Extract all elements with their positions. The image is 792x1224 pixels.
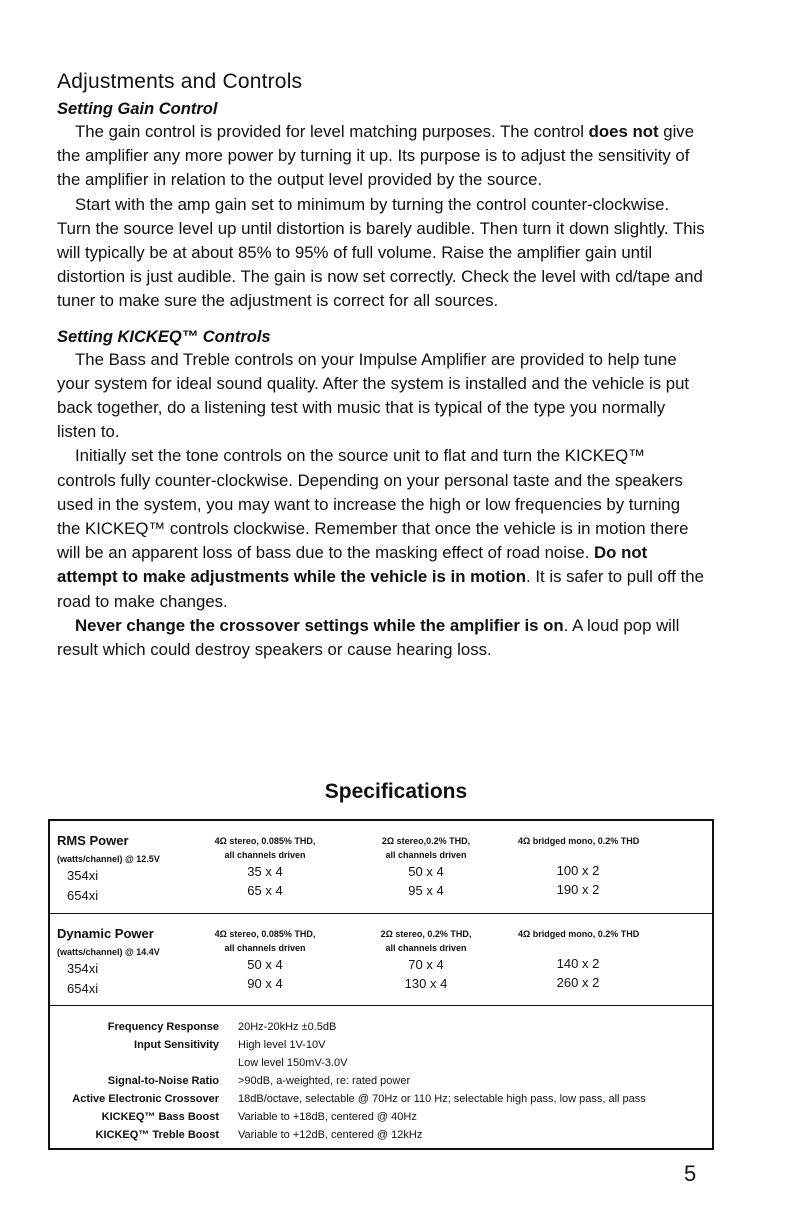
column-header: 2Ω stereo,0.2% THD, — [381, 836, 471, 846]
spec-value: >90dB, a-weighted, re: rated power — [238, 1075, 411, 1087]
spec-label: Signal-to-Noise Ratio — [107, 1075, 219, 1087]
value: 50 x 4 — [247, 957, 283, 972]
rms-power-label: RMS Power — [57, 833, 129, 848]
dynamic-2ohm-column — [366, 929, 486, 993]
kickeq-paragraph-2 — [57, 444, 707, 613]
spec-value: 20Hz-20kHz ±0.5dB — [238, 1021, 337, 1033]
spec-value: High level 1V-10V — [238, 1039, 326, 1051]
spec-label: KICKEQ™ Bass Boost — [101, 1111, 219, 1123]
emphasis: does not — [588, 122, 659, 141]
page-heading: Adjustments and Controls — [57, 70, 303, 93]
spec-label: Input Sensitivity — [134, 1039, 219, 1051]
rms-2ohm-column — [366, 836, 486, 900]
model-354xi: 354xi — [67, 868, 99, 883]
emphasis: Do not attempt to make adjustments while the vehicle is in motion — [57, 543, 648, 587]
main-content — [57, 70, 707, 662]
kickeq-section-title: Setting KICKEQ™ Controls — [57, 327, 271, 346]
column-subheader: all channels driven — [385, 943, 467, 953]
value: 130 x 4 — [404, 976, 448, 991]
spec-value: Variable to +12dB, centered @ 12kHz — [238, 1129, 423, 1141]
specifications-table — [48, 819, 714, 1150]
other-specs-section — [50, 1007, 712, 1150]
text: Initially set the tone controls on the source unit to flat and turn the — [75, 446, 565, 466]
value: 95 x 4 — [408, 883, 444, 898]
dynamic-power-label: Dynamic Power — [57, 926, 154, 941]
gain-section-title: Setting Gain Control — [57, 100, 218, 118]
model-654xi: 654xi — [67, 888, 99, 903]
text: give the amplifier any more power by turning it up. Its purpose is to adjust the sensitivity of the amplifier in relation to the output level provided by the source. — [57, 122, 695, 190]
model-354xi: 354xi — [67, 961, 99, 976]
dynamic-4ohm-column — [200, 929, 330, 993]
kickeq-paragraph-1: The Bass and Treble controls on your Impulse Amplifier are provided to help tune your system for ideal sound quality. After the system is installed and the vehicle is put back together, do a listening test with music that is typical of the type you normally listen to. — [57, 349, 690, 442]
column-header: 4Ω bridged mono, 0.2% THD — [518, 929, 640, 939]
dynamic-power-section — [50, 914, 712, 1006]
rms-power-section — [50, 821, 712, 914]
column-subheader: all channels driven — [385, 850, 467, 860]
value: 260 x 2 — [556, 975, 600, 990]
value: 140 x 2 — [556, 956, 600, 971]
text: KICKEQ™ controls clockwise. Remember that once the vehicle is in motion there will be an apparent loss of bass due to the masking effect of road noise. — [57, 519, 689, 563]
spec-value: 18dB/octave, selectable @ 70Hz or 110 Hz; selectable high pass, low pass, all pass — [238, 1093, 646, 1105]
kickeq-paragraph-3 — [57, 614, 707, 662]
rms-bridged-column — [518, 836, 638, 899]
spec-label: Active Electronic Crossover — [72, 1093, 219, 1105]
column-header: 4Ω bridged mono, 0.2% THD — [518, 836, 640, 846]
text: . A loud pop will result which could destroy speakers or cause hearing loss. — [57, 615, 680, 660]
value: 65 x 4 — [247, 883, 283, 898]
specifications-title: Specifications — [324, 780, 468, 803]
column-subheader: all channels driven — [224, 943, 306, 953]
text: KICKEQ™ controls fully counter-clockwise. Depending on your personal taste and the speakers used in the system, you may want to increase the high or low frequencies by turning the — [57, 446, 683, 539]
gain-paragraph-2: Start with the amp gain set to minimum by turning the control counter-clockwise. Turn the source level up until distortion is barely audible. Then turn it down slightly. This will typically be at about 85% to 95% of full volume. Raise the amplifier gain until distortion is just audible. The gain is now set correctly. Check the level with cd/tape and tuner to make sure the adjustment is correct for all sources. — [57, 194, 705, 311]
value: 190 x 2 — [556, 882, 600, 897]
value: 90 x 4 — [247, 976, 283, 991]
value: 35 x 4 — [247, 864, 283, 879]
model-654xi: 654xi — [67, 981, 99, 996]
spec-value: Low level 150mV-3.0V — [238, 1057, 348, 1069]
column-header: 2Ω stereo, 0.2% THD, — [380, 929, 472, 939]
value: 100 x 2 — [556, 863, 600, 878]
rms-power-sub: (watts/channel) @ 12.5V — [57, 854, 160, 864]
dynamic-power-sub: (watts/channel) @ 14.4V — [57, 947, 160, 957]
text: The gain control is provided for level matching purposes. The control — [75, 122, 589, 141]
column-header: 4Ω stereo, 0.085% THD, — [214, 929, 316, 939]
page-number: 5 — [684, 1161, 697, 1186]
text: . It is safer to pull off the road to make changes. — [57, 567, 704, 611]
dynamic-bridged-column — [518, 929, 638, 992]
rms-4ohm-column — [200, 836, 330, 900]
column-subheader: all channels driven — [224, 850, 306, 860]
gain-paragraph-1 — [57, 120, 707, 193]
value: 70 x 4 — [408, 957, 444, 972]
value: 50 x 4 — [408, 864, 444, 879]
spec-value: Variable to +18dB, centered @ 40Hz — [238, 1111, 417, 1123]
spec-label: KICKEQ™ Treble Boost — [95, 1129, 219, 1141]
spec-label: Frequency Response — [107, 1021, 219, 1033]
emphasis: Never change the crossover settings while the amplifier is on — [75, 615, 564, 635]
column-header: 4Ω stereo, 0.085% THD, — [214, 836, 316, 846]
